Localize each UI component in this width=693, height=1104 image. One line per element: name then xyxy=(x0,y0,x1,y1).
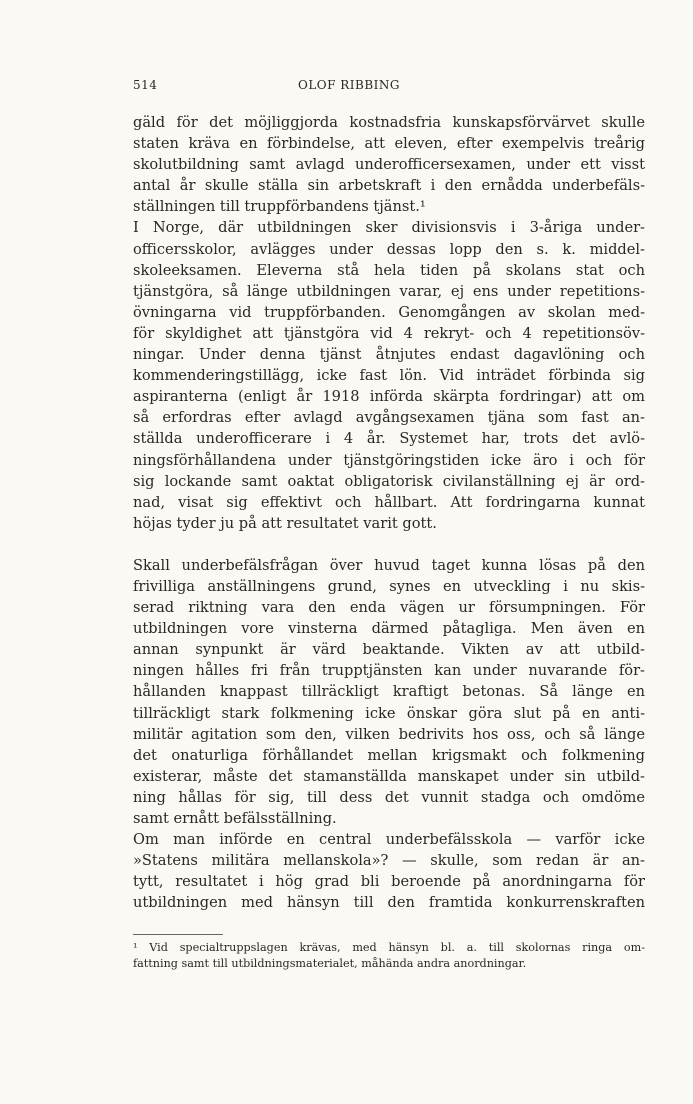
page-header xyxy=(133,78,565,98)
text-line: Om man införde en central underbefälsskola — varför icke xyxy=(133,831,645,849)
text-line: »Statens militära mellanskola»? — skulle, som redan är an- xyxy=(133,852,645,870)
text-line: kommenderingstillägg, icke fast lön. Vid inträdet förbinda sig xyxy=(133,367,645,385)
paragraph-gap xyxy=(133,534,645,555)
text-line: utbildningen med hänsyn till den framtida konkurrenskraften xyxy=(133,894,645,912)
text-line: ning hållas för sig, till dess det vunnit stadga och omdöme xyxy=(133,788,645,806)
footnotes xyxy=(133,940,645,972)
running-head: OLOF RIBBING xyxy=(297,78,401,92)
text-line: ningen hålles fri från trupptjänsten kan under nuvarande för- xyxy=(133,662,645,680)
text-line: skolutbildning samt avlagd underofficersexamen, under ett visst xyxy=(133,156,645,174)
text-line: hållanden knappast tillräckligt kraftigt betonas. Så länge en xyxy=(133,683,645,701)
text-line: höjas tyder ju på att resultatet varit gott. xyxy=(133,514,437,532)
body-text xyxy=(133,112,645,913)
page-number: 514 xyxy=(133,78,158,92)
text-line: staten kräva en förbindelse, att eleven, efter exempelvis treårig xyxy=(133,135,645,153)
text-line: militär agitation som den, vilken bedrivits hos oss, och så länge xyxy=(133,725,645,743)
text-line: tytt, resultatet i hög grad bli beroende på anordningarna för xyxy=(133,873,645,891)
text-line: antal år skulle ställa sin arbetskraft i den ernådda underbefäls- xyxy=(133,177,645,195)
text-line: tillräckligt stark folkmening icke önskar göra slut på en anti- xyxy=(133,704,645,722)
text-line: officersskolor, avlägges under dessas lopp den s. k. middel- xyxy=(133,240,645,258)
text-line: skoleeksamen. Eleverna stå hela tiden på skolans stat och xyxy=(133,261,645,279)
footnote-line: ¹ Vid specialtruppslagen krävas, med hänsyn bl. a. till skolornas ringa om- xyxy=(133,941,645,954)
text-line: nad, visat sig effektivt och hållbart. Att fordringarna kunnat xyxy=(133,493,645,511)
text-line: frivilliga anställningens grund, synes en utveckling i nu skis- xyxy=(133,577,645,595)
text-line: utbildningen vore vinsterna därmed påtagliga. Men även en xyxy=(133,620,645,638)
text-line: övningarna vid truppförbanden. Genomgången av skolan med- xyxy=(133,303,645,321)
text-line: ställningen till truppförbandens tjänst.¹ xyxy=(133,198,426,216)
text-line: tjänstgöra, så länge utbildningen varar, ej ens under repetitions- xyxy=(133,282,645,300)
text-line: för skyldighet att tjänstgöra vid 4 rekryt- och 4 repetitionsöv- xyxy=(133,324,645,342)
footnote-divider xyxy=(133,934,223,935)
text-line: aspiranterna (enligt år 1918 införda skärpta fordringar) att om xyxy=(133,388,645,406)
footnote-line: fattning samt till utbildningsmaterialet, måhända andra anordningar. xyxy=(133,957,527,970)
text-line: I Norge, där utbildningen sker divisionsvis i 3-åriga under- xyxy=(133,219,645,237)
text-line: samt ernått befälsställning. xyxy=(133,810,337,827)
text-line: annan synpunkt är värd beaktande. Vikten av att utbild- xyxy=(133,641,645,659)
text-line: sig lockande samt oaktat obligatorisk civilanställning ej är ord- xyxy=(133,472,645,490)
text-line: gäld för det möjliggjorda kostnadsfria kunskapsförvärvet skulle xyxy=(133,114,645,131)
text-line: ningar. Under denna tjänst åtnjutes endast dagavlöning och xyxy=(133,346,645,364)
text-line: Skall underbefälsfrågan över huvud taget kunna lösas på den xyxy=(133,556,645,574)
text-line: ställda underofficerare i 4 år. Systemet har, trots det avlö- xyxy=(133,430,645,448)
text-line: serad riktning vara den enda vägen ur försumpningen. För xyxy=(133,599,645,617)
text-line: det onaturliga förhållandet mellan krigsmakt och folkmening xyxy=(133,746,645,764)
text-line: existerar, måste det stamanställda manskapet under sin utbild- xyxy=(133,767,645,785)
text-line: ningsförhållandena under tjänstgöringstiden icke äro i och för xyxy=(133,451,645,469)
text-line: så erfordras efter avlagd avgångsexamen tjäna som fast an- xyxy=(133,409,645,427)
